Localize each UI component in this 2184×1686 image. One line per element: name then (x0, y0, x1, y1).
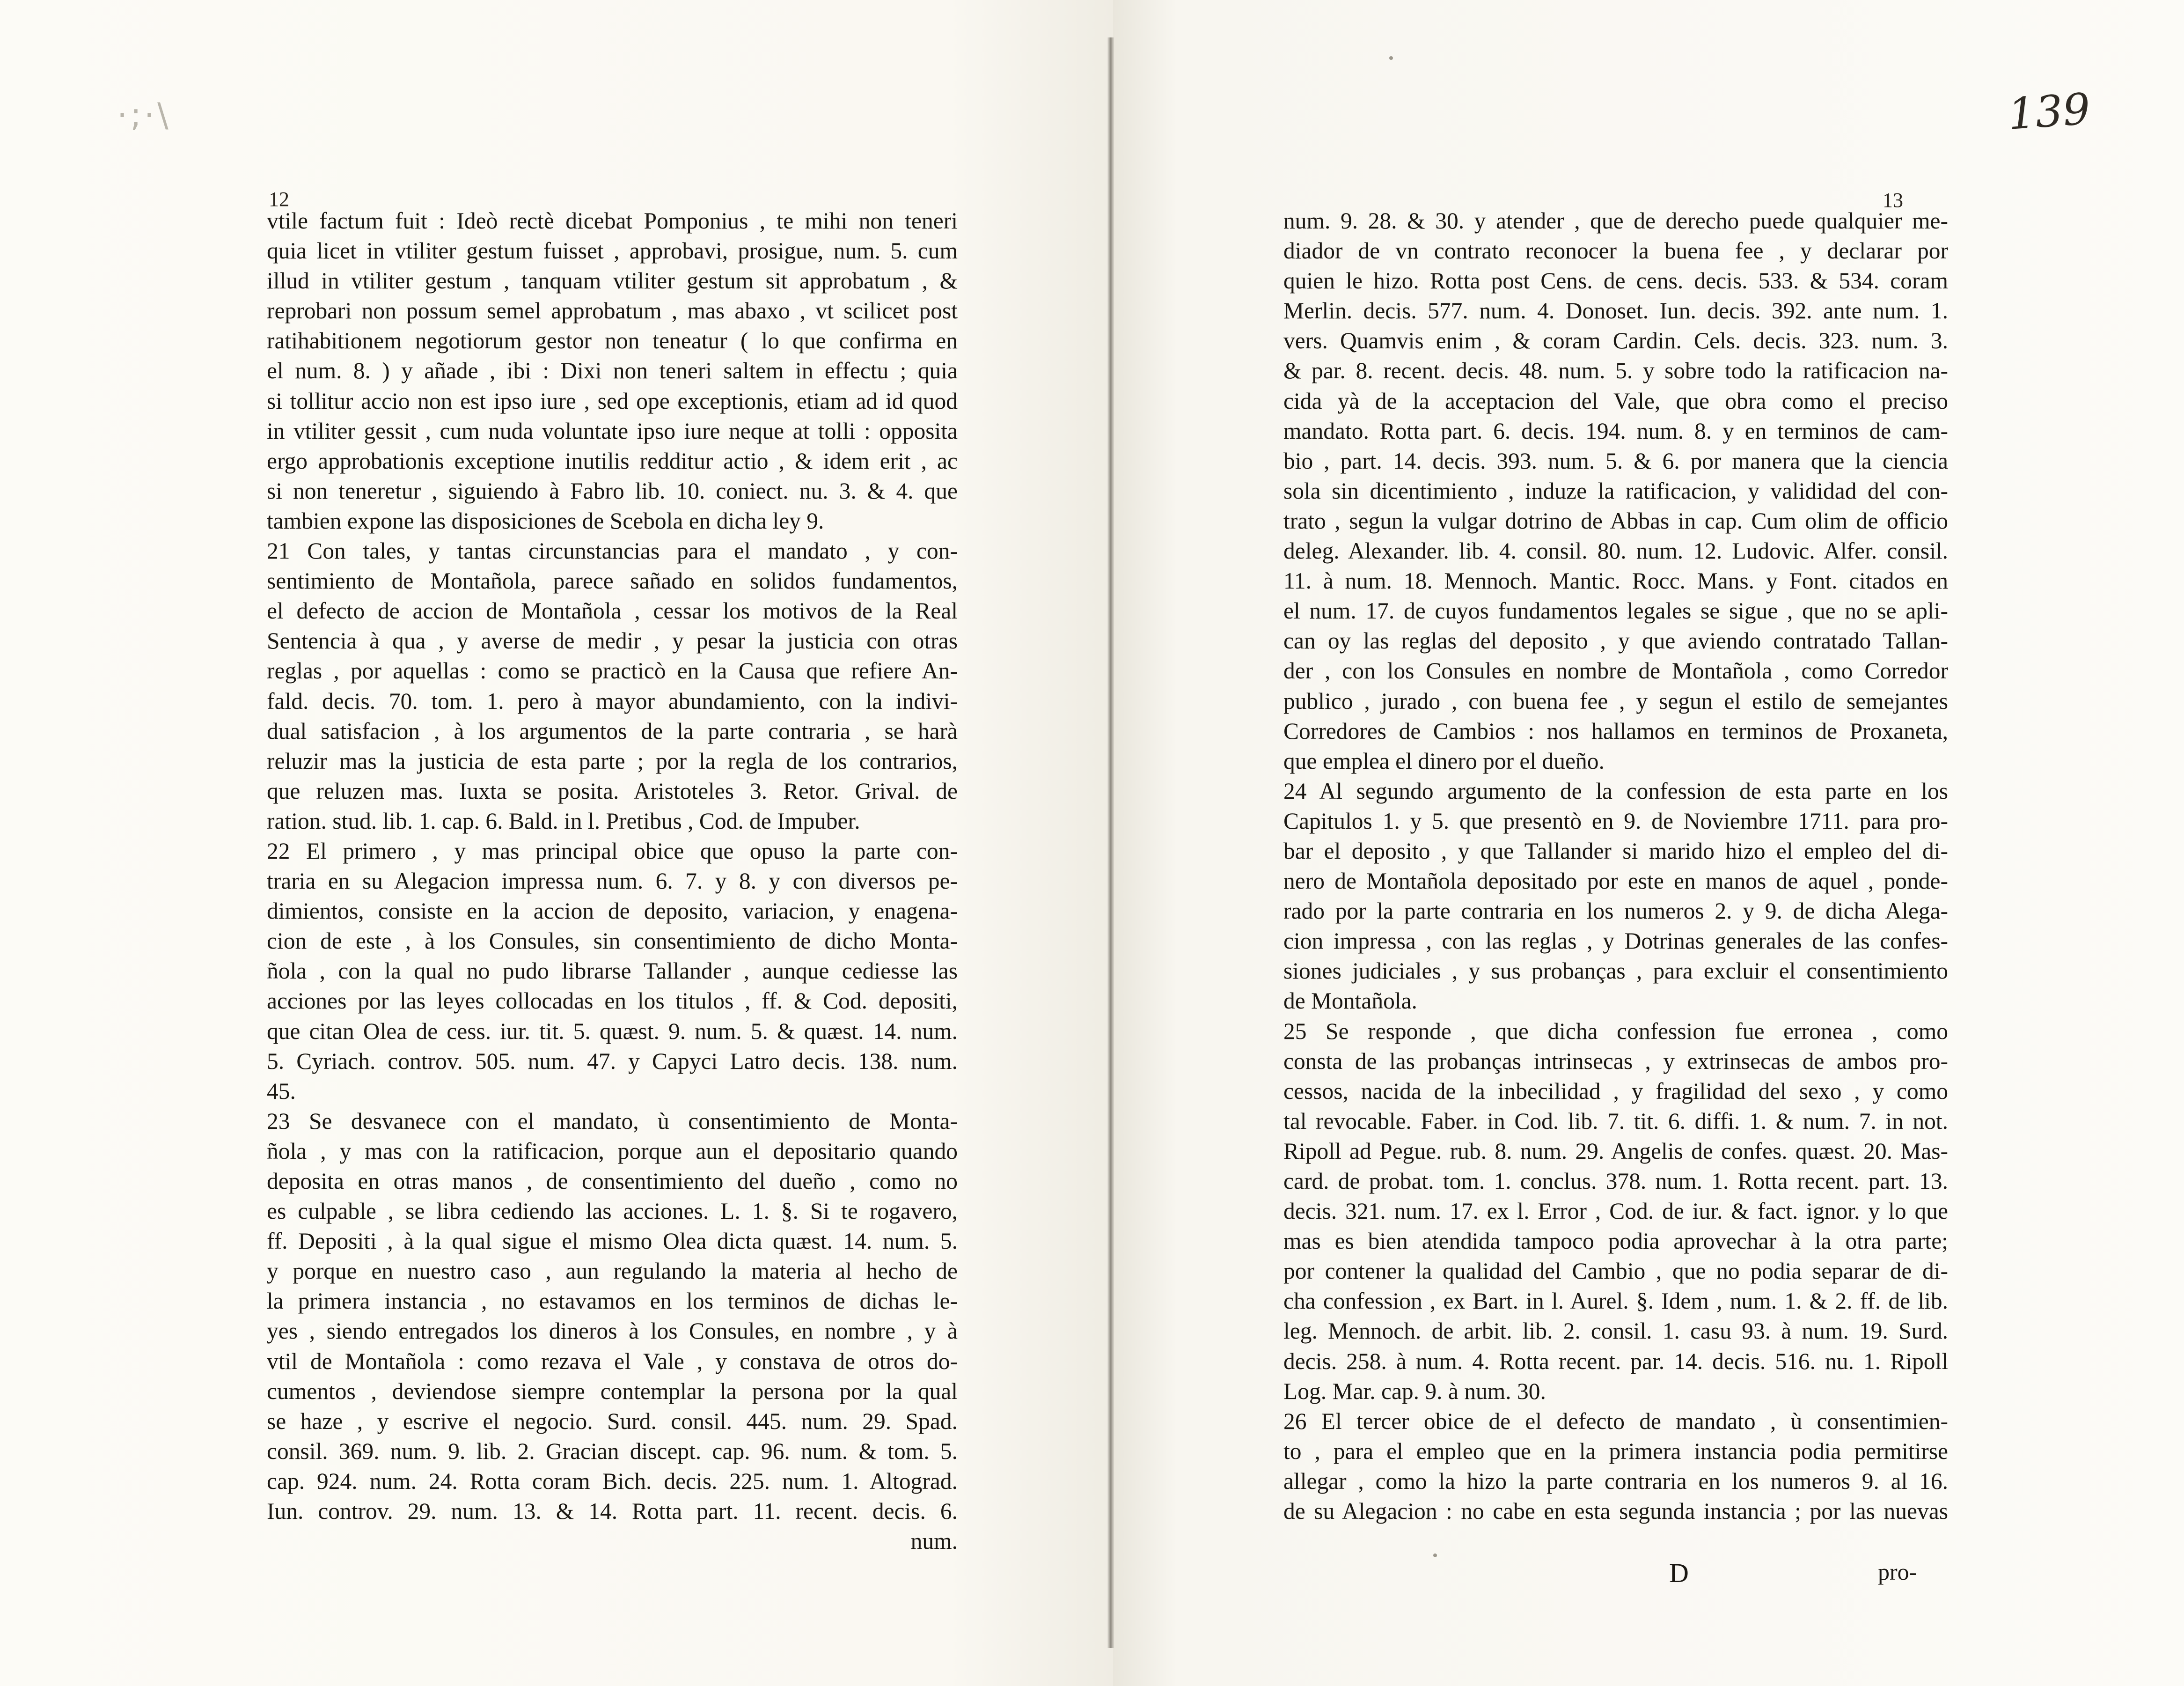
text-line: que emplea el dinero por el dueño. (1283, 748, 1605, 774)
text-line: Capitulos 1. y 5. que presentò en 9. de Noviembre 1711. para pro- (1283, 808, 1948, 834)
text-line: decis. 258. à num. 4. Rotta recent. par. 14. decis. 516. nu. 1. Ripoll (1283, 1348, 1948, 1374)
text-line: reprobari non possum semel approbatum , mas abaxo , vt scilicet post (267, 298, 958, 324)
left-text-column (267, 206, 958, 1556)
text-line: la primera instancia , no estavamos en los terminos de dichas le- (267, 1288, 958, 1314)
text-line: leg. Mennoch. de arbit. lib. 2. consil. 1. casu 93. à num. 19. Surd. (1283, 1318, 1948, 1344)
text-line: ff. Depositi , à la qual sigue el mismo Olea dicta quæst. 14. num. 5. (267, 1228, 958, 1254)
text-line: publico , jurado , con buena fee , y segun el estilo de semejantes (1283, 688, 1948, 714)
text-line: el num. 8. ) y añade , ibi : Dixi non teneri saltem in effectu ; quia (267, 358, 958, 384)
text-line: num. (910, 1528, 958, 1554)
text-line: allegar , como la hizo la parte contraria en los numeros 9. al 16. (1283, 1468, 1948, 1494)
text-line: num. 9. 28. & 30. y atender , que de derecho puede qualquier me- (1283, 208, 1948, 234)
text-line: cida yà de la acceptacion del Vale, que obra como el preciso (1283, 388, 1948, 414)
text-line: tambien expone las disposiciones de Scebola en dicha ley 9. (267, 508, 824, 534)
text-line: de Montañola. (1283, 988, 1417, 1014)
text-line: ñola , y mas con la ratificacion, porque aun el depositario quando (267, 1138, 958, 1164)
text-line: vers. Quamvis enim , & coram Cardin. Cels. decis. 323. num. 3. (1283, 328, 1948, 354)
text-line: cessos, nacida de la inbecilidad , y fragilidad del sexo , y como (1283, 1078, 1948, 1104)
text-line: decis. 321. num. 17. ex l. Error , Cod. de iur. & fact. ignor. y lo que (1283, 1198, 1948, 1224)
text-line: ñola , con la qual no pudo librarse Tallander , aunque cediesse las (267, 958, 958, 984)
text-line: que citan Olea de cess. iur. tit. 5. quæst. 9. num. 5. & quæst. 14. num. (267, 1018, 958, 1044)
text-line: to , para el empleo que en la primera instancia podia permitirse (1283, 1438, 1948, 1464)
text-line: sola sin dicentimiento , induze la ratificacion, y valididad del con- (1283, 478, 1948, 504)
text-line: ergo approbationis exceptione inutilis redditur actio , & idem erit , ac (267, 448, 958, 474)
text-line: que reluzen mas. Iuxta se posita. Aristoteles 3. Retor. Grival. de (267, 778, 958, 804)
text-line: quien le hizo. Rotta post Cens. de cens. decis. 533. & 534. coram (1283, 268, 1948, 294)
text-line: Ripoll ad Pegue. rub. 8. num. 29. Angelis de confes. quæst. 20. Mas- (1283, 1138, 1948, 1164)
text-line: Sentencia à qua , y averse de medir , y pesar la justicia con otras (267, 628, 958, 654)
folio-number: 139 (2006, 84, 2092, 140)
text-line: quia licet in vtiliter gestum fuisset , approbavi, prosigue, num. 5. cum (267, 238, 958, 264)
text-line: cion impressa , con las reglas , y Dotrinas generales de las confes- (1283, 928, 1948, 954)
text-line: si tollitur accio non est ipso iure , sed ope exceptionis, etiam ad id quod (267, 388, 958, 414)
text-line: diador de vn contrato reconocer la buena fee , y declarar por (1283, 238, 1948, 264)
text-line: se haze , y escrive el negocio. Surd. consil. 445. num. 29. Spad. (267, 1408, 958, 1434)
text-line: dimientos, consiste en la accion de deposito, variacion, y enagena- (267, 898, 958, 924)
text-line: 5. Cyriach. controv. 505. num. 47. y Capyci Latro decis. 138. num. (267, 1048, 958, 1074)
text-line: reglas , por aquellas : como se practicò en la Causa que refiere An- (267, 658, 958, 684)
text-line: der , con los Consules en nombre de Montañola , como Corredor (1283, 658, 1948, 684)
text-line: can oy las reglas del deposito , y que aviendo contratado Tallan- (1283, 628, 1948, 654)
text-line: rado por la parte contraria en los numeros 2. y 9. de dicha Alega- (1283, 898, 1948, 924)
text-line: consta de las probanças intrinsecas , y extrinsecas de ambos pro- (1283, 1048, 1948, 1074)
text-line: cumentos , deviendose siempre contemplar la persona por la qual (267, 1378, 958, 1404)
text-line: si non teneretur , siguiendo à Fabro lib. 10. coniect. nu. 3. & 4. que (267, 478, 958, 504)
text-line: siones judiciales , y sus probanças , para excluir el consentimiento (1283, 958, 1948, 984)
signature-mark: D (1669, 1558, 1689, 1588)
text-line: el defecto de accion de Montañola , cessar los motivos de la Real (267, 598, 958, 624)
text-line: cap. 924. num. 24. Rotta coram Bich. decis. 225. num. 1. Altograd. (267, 1468, 958, 1494)
text-line: 23 Se desvanece con el mandato, ù consentimiento de Monta- (267, 1108, 958, 1134)
text-line: acciones por las leyes collocadas en los titulos , ff. & Cod. depositi, (267, 988, 958, 1014)
text-line: bar el deposito , y que Tallander si marido hizo el empleo del di- (1283, 838, 1948, 864)
text-line: cion de este , à los Consules, sin consentimiento de dicho Monta- (267, 928, 958, 954)
text-line: 11. à num. 18. Mennoch. Mantic. Rocc. Mans. y Font. citados en (1283, 568, 1948, 594)
text-line: deposita en otras manos , de consentimiento del dueño , como no (267, 1168, 958, 1194)
text-line: ration. stud. lib. 1. cap. 6. Bald. in l. Pretibus , Cod. de Impuber. (267, 808, 860, 834)
text-line: deleg. Alexander. lib. 4. consil. 80. num. 12. Ludovic. Alfer. consil. (1283, 538, 1948, 564)
text-line: mandato. Rotta part. 6. decis. 194. num. 8. y en terminos de cam- (1283, 418, 1948, 444)
text-line: card. de probat. tom. 1. conclus. 378. num. 1. Rotta recent. part. 13. (1283, 1168, 1948, 1194)
text-line: 21 Con tales, y tantas circunstancias para el mandato , y con- (267, 538, 958, 564)
text-line: vtil de Montañola : como rezava el Vale , y constava de otros do- (267, 1348, 958, 1374)
text-line: Merlin. decis. 577. num. 4. Donoset. Iun. decis. 392. ante num. 1. (1283, 298, 1948, 324)
text-line: tal revocable. Faber. in Cod. lib. 7. tit. 6. diffi. 1. & num. 7. in not. (1283, 1108, 1948, 1134)
text-line: fald. decis. 70. tom. 1. pero à mayor abundamiento, con la indivi- (267, 688, 958, 714)
text-line: es culpable , se libra cediendo las acciones. L. 1. §. Si te rogavero, (267, 1198, 958, 1224)
text-line: 24 Al segundo argumento de la confession de esta parte en los (1283, 778, 1948, 804)
text-line: trato , segun la vulgar dotrino de Abbas in cap. Cum olim de officio (1283, 508, 1948, 534)
text-line: mas es bien atendida tampoco podia aprovechar à la otra parte; (1283, 1228, 1948, 1254)
text-line: Iun. controv. 29. num. 13. & 14. Rotta part. 11. recent. decis. 6. (267, 1498, 958, 1524)
text-line: 22 El primero , y mas principal obice que opuso la parte con- (267, 838, 958, 864)
right-text-column (1283, 206, 1948, 1526)
left-page-number: 12 (269, 188, 289, 211)
text-line: y porque en nuestro caso , aun regulando la materia al hecho de (267, 1258, 958, 1284)
text-line: & par. 8. recent. decis. 48. num. 5. y sobre todo la ratificacion na- (1283, 358, 1948, 384)
paper-speck (1389, 56, 1393, 60)
text-line: in vtiliter gessit , cum nuda voluntate ipso iure neque at tolli : opposita (267, 418, 958, 444)
corner-mark: ·;·\ (117, 96, 171, 134)
text-line: 26 El tercer obice de el defecto de mandato , ù consentimien- (1283, 1408, 1948, 1434)
text-line: Log. Mar. cap. 9. à num. 30. (1283, 1378, 1546, 1404)
text-line: sentimiento de Montañola, parece sañado en solidos fundamentos, (267, 568, 958, 594)
text-line: reluzir mas la justicia de esta parte ; por la regla de los contrarios, (267, 748, 958, 774)
text-line: bio , part. 14. decis. 393. num. 5. & 6. por manera que la ciencia (1283, 448, 1948, 474)
text-line: yes , siendo entregados los dineros à los Consules, en nombre , y à (267, 1318, 958, 1344)
text-line: cha confession , ex Bart. in l. Aurel. §. Idem , num. 1. & 2. ff. de lib. (1283, 1288, 1948, 1314)
text-line: traria en su Alegacion impressa num. 6. 7. y 8. y con diversos pe- (267, 868, 958, 894)
text-line: 25 Se responde , que dicha confession fue erronea , como (1283, 1018, 1948, 1044)
text-line: de su Alegacion : no cabe en esta segunda instancia ; por las nuevas (1283, 1498, 1948, 1524)
right-page-number: 13 (1883, 189, 1903, 212)
text-line: por contener la qualidad del Cambio , que no podia separar de di- (1283, 1258, 1948, 1284)
text-line: dual satisfacion , à los argumentos de la parte contraria , se harà (267, 718, 958, 744)
text-line: illud in vtiliter gestum , tanquam vtiliter gestum sit approbatum , & (267, 268, 958, 294)
text-line: ratihabitionem negotiorum gestor non teneatur ( lo que confirma en (267, 328, 958, 354)
text-line: vtile factum fuit : Ideò rectè dicebat Pomponius , te mihi non teneri (267, 208, 958, 234)
paper-speck (1433, 1553, 1437, 1557)
text-line: Corredores de Cambios : nos hallamos en terminos de Proxaneta, (1283, 718, 1948, 744)
text-line: nero de Montañola depositado por este en manos de aquel , ponde- (1283, 868, 1948, 894)
text-line: 45. (267, 1078, 296, 1104)
book-gutter (1107, 37, 1114, 1648)
catchword: pro- (1878, 1559, 1917, 1585)
text-line: el num. 17. de cuyos fundamentos legales se sigue , que no se apli- (1283, 598, 1948, 624)
text-line: consil. 369. num. 9. lib. 2. Gracian discept. cap. 96. num. & tom. 5. (267, 1438, 958, 1464)
